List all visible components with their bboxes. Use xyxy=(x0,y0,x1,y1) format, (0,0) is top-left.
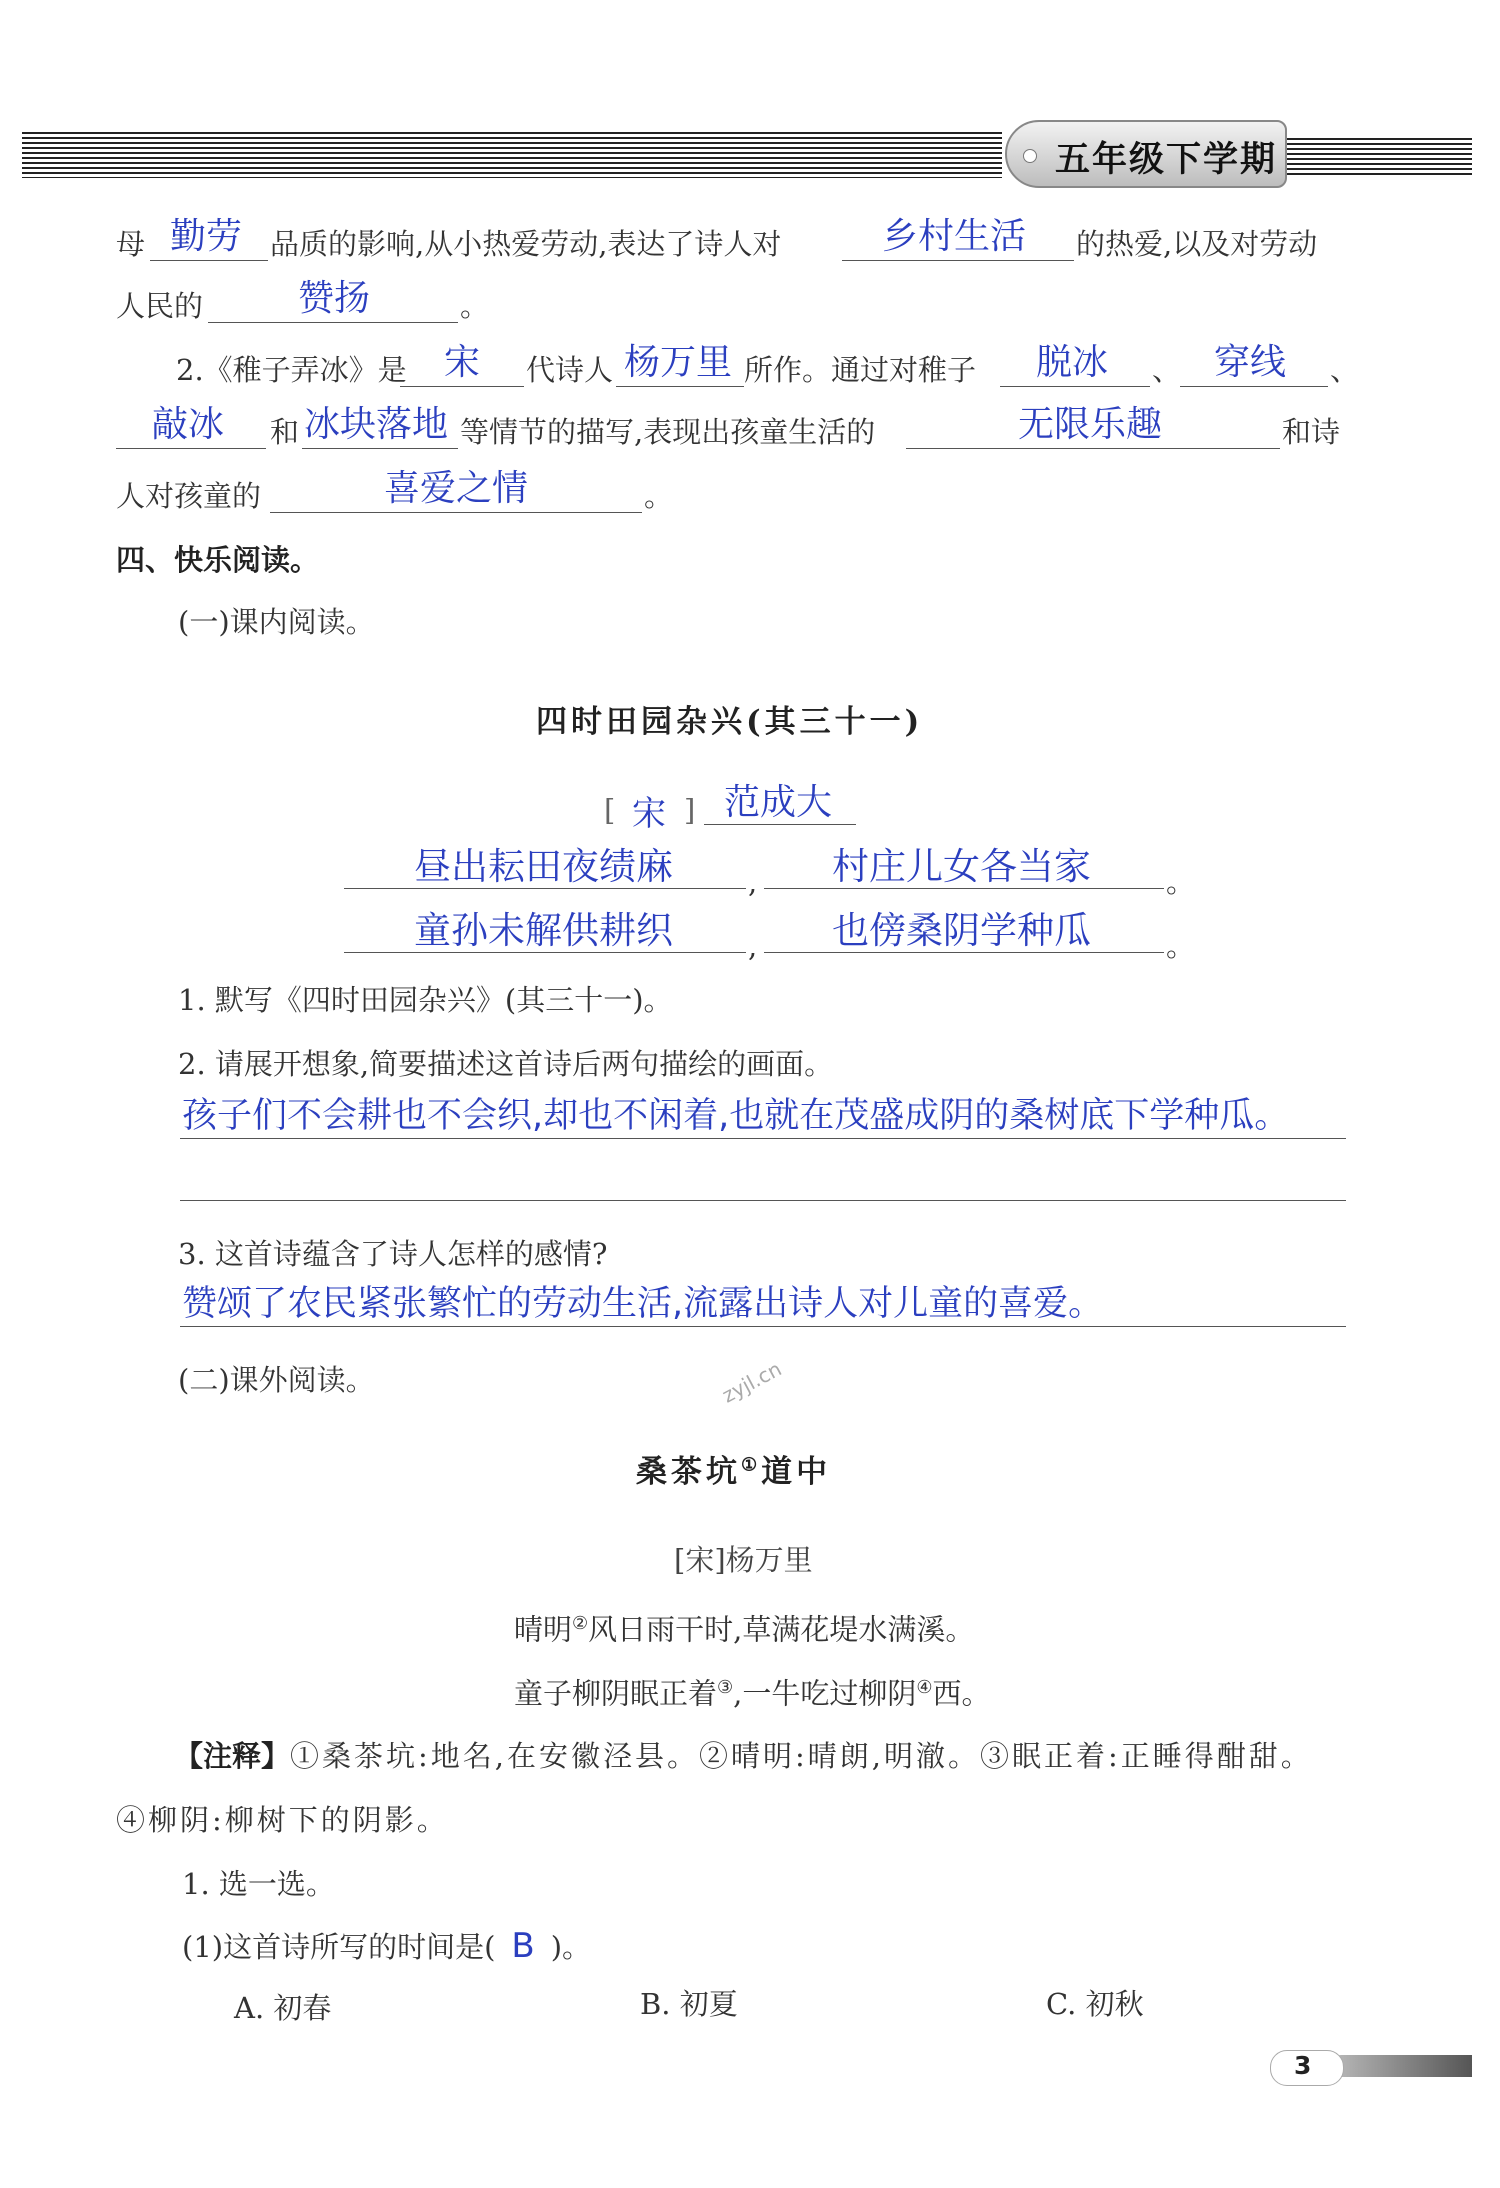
blank-line xyxy=(400,386,524,387)
poem2-line1 xyxy=(514,1604,974,1650)
q2-text4: 和诗 xyxy=(1282,415,1341,449)
poem2-author: [宋]杨万里 xyxy=(674,1543,813,1577)
answer-poem-dynasty: 宋 xyxy=(632,794,666,834)
part2-q1-1 xyxy=(182,1926,591,1967)
blank-line xyxy=(270,512,642,513)
answer-a4: 冰块落地 xyxy=(304,404,449,445)
note-mark: ④ xyxy=(916,1677,933,1698)
answer-line xyxy=(180,1138,1346,1139)
q1-line2-prefix: 人民的 xyxy=(116,289,204,323)
poem-line-2b: 也傍桑阴学种瓜 xyxy=(832,909,1091,952)
part1-q3: 3. 这首诗蕴含了诗人怎样的感情? xyxy=(178,1237,608,1271)
part1-q3-answer: 赞颂了农民紧张繁忙的劳动生活,流露出诗人对儿童的喜爱。 xyxy=(182,1284,1104,1324)
q2-sep1: 、 xyxy=(1152,353,1182,387)
answer-a1: 脱冰 xyxy=(1036,342,1109,383)
blank-line xyxy=(906,448,1280,449)
q1-text-end: 的热爱,以及对劳动 xyxy=(1076,227,1318,261)
q2-and: 和 xyxy=(270,415,300,449)
poem-comma: , xyxy=(748,865,758,899)
poem2-title-b: 道中 xyxy=(761,1454,832,1490)
poem2-line2-b: ,一牛吃过柳阴 xyxy=(733,1676,917,1711)
poem2-line2-a: 童子柳阴眠正着 xyxy=(514,1676,718,1711)
grade-badge-label: 五年级下学期 xyxy=(1055,140,1278,180)
page-bar xyxy=(1330,2055,1472,2077)
poem-title: 四时田园杂兴(其三十一) xyxy=(536,704,924,740)
header-rule-right xyxy=(1280,138,1472,178)
notes-line-1 xyxy=(174,1736,1313,1776)
blank-line xyxy=(150,260,268,261)
q2-text3: 等情节的描写,表现出孩童生活的 xyxy=(460,415,876,449)
blank-line xyxy=(842,260,1074,261)
section-heading: 四、快乐阅读。 xyxy=(116,543,320,577)
blank-line xyxy=(1000,386,1150,387)
blank-line xyxy=(302,448,458,449)
answer-a3: 敲冰 xyxy=(152,404,225,445)
note-mark: ② xyxy=(572,1613,589,1634)
q1-line2-end: 。 xyxy=(460,289,490,323)
answer-a5: 无限乐趣 xyxy=(1018,404,1163,445)
poem2-title-note: ① xyxy=(741,1454,762,1476)
header-rule-left xyxy=(22,132,1002,178)
answer-a2: 穿线 xyxy=(1214,342,1287,383)
answer-2: 乡村生活 xyxy=(882,216,1027,257)
poem-period: 。 xyxy=(1166,929,1196,963)
notes-label: 【注释】 xyxy=(174,1739,291,1773)
poem2-line2-c: 西。 xyxy=(932,1676,991,1711)
poem2-line2 xyxy=(514,1668,991,1714)
q2-line3-end: 。 xyxy=(644,479,674,513)
option-a: A. 初春 xyxy=(234,1991,332,2025)
q2-text2: 所作。通过对稚子 xyxy=(744,353,977,387)
part2-label: (二)课外阅读。 xyxy=(178,1363,375,1397)
poem-line-2a: 童孙未解供耕织 xyxy=(414,909,673,952)
page-number: 3 xyxy=(1294,2051,1312,2080)
q2-line3-prefix: 人对孩童的 xyxy=(116,479,262,513)
poem-line-1b: 村庄儿女各当家 xyxy=(832,845,1091,888)
poem2-title-a: 桑茶坑 xyxy=(636,1454,741,1490)
note-mark: ③ xyxy=(717,1677,734,1698)
poem2-line1-a: 晴明 xyxy=(514,1612,573,1647)
answer-poem-poet: 范成大 xyxy=(724,782,833,823)
notes-line-2: ④柳阴:柳树下的阴影。 xyxy=(116,1803,449,1837)
q1-1-answer: B xyxy=(511,1926,535,1966)
notes-text-1: ①桑茶坑:地名,在安徽泾县。②晴明:晴朗,明澈。③眠正着:正睡得酣甜。 xyxy=(290,1739,1313,1773)
answer-a6: 喜爱之情 xyxy=(384,468,529,509)
blank-line xyxy=(1180,386,1328,387)
part1-q1: 1. 默写《四时田园杂兴》(其三十一)。 xyxy=(178,983,673,1017)
badge-dot-icon xyxy=(1023,149,1037,163)
part1-label: (一)课内阅读。 xyxy=(178,605,375,639)
q2-sep2: 、 xyxy=(1330,353,1360,387)
answer-line xyxy=(180,1200,1346,1201)
blank-line xyxy=(116,448,266,449)
q1-1-suffix: )。 xyxy=(550,1930,592,1964)
answer-line xyxy=(180,1326,1346,1327)
option-b: B. 初夏 xyxy=(640,1987,738,2021)
option-c: C. 初秋 xyxy=(1046,1987,1144,2021)
watermark: zyjl.cn xyxy=(718,1356,786,1408)
q2-prefix: 2.《稚子弄冰》是 xyxy=(176,353,407,387)
q1-1-prefix: (1)这首诗所写的时间是( xyxy=(182,1930,496,1964)
dynasty-bracket-close: ] xyxy=(684,793,696,827)
poem-period: 。 xyxy=(1166,865,1196,899)
answer-3: 赞扬 xyxy=(298,278,371,319)
poem-comma: , xyxy=(748,929,758,963)
blank-line xyxy=(208,322,458,323)
dynasty-bracket-open: [ xyxy=(604,793,616,827)
blank-line xyxy=(616,386,744,387)
part1-q2: 2. 请展开想象,简要描述这首诗后两句描绘的画面。 xyxy=(178,1047,834,1081)
q1-text-mid: 品质的影响,从小热爱劳动,表达了诗人对 xyxy=(270,227,782,261)
part1-q2-answer: 孩子们不会耕也不会织,却也不闲着,也就在茂盛成阴的桑树底下学种瓜。 xyxy=(182,1096,1290,1136)
q1-prefix: 母 xyxy=(116,227,146,261)
q2-text1: 代诗人 xyxy=(526,353,614,387)
poem2-title xyxy=(636,1446,831,1491)
answer-poet: 杨万里 xyxy=(624,342,733,383)
answer-dynasty: 宋 xyxy=(444,342,481,383)
poem2-line1-b: 风日雨干时,草满花堤水满溪。 xyxy=(588,1612,975,1647)
grade-badge xyxy=(1005,120,1287,188)
poem-line-1a: 昼出耘田夜绩麻 xyxy=(414,845,673,888)
part2-q1: 1. 选一选。 xyxy=(182,1867,335,1901)
answer-1: 勤劳 xyxy=(170,216,243,257)
